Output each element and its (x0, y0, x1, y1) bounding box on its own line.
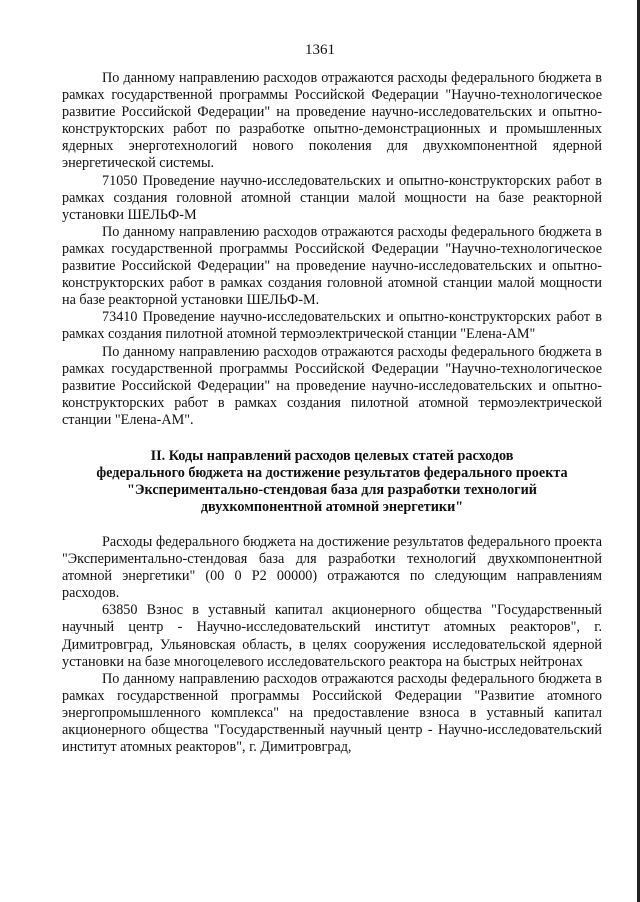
section-heading-line-1: II. Коды направлений расходов целевых статей расходов (150, 447, 514, 464)
paragraph-code-63850: 63850 Взнос в уставный капитал акционерного общества "Государственный научный центр - Научно-исследовательский институт атомных реакторов", г. Димитровград, Ульяновская область, в целях сооружения исследовательской ядерной установки на базе многоцелевого исследовательского реактора на быстрых нейтронах (62, 602, 602, 670)
section-heading (62, 448, 602, 516)
section-heading-line-2: федерального бюджета на достижение результатов федерального проекта (96, 464, 568, 481)
paragraph-code-73410: 73410 Проведение научно-исследовательских и опытно-конструкторских работ в рамках создания пилотной атомной термоэлектрической станции "Елена-АМ" (62, 309, 602, 343)
paragraph-funding-description-3: По данному направлению расходов отражаются расходы федерального бюджета в рамках государственной программы Российской Федерации "Научно-технологическое развитие Российской Федерации" на проведение научно-исследовательских и опытно-конструкторских работ в рамках создания пилотной атомной термоэлектрической станции "Елена-АМ". (62, 343, 602, 428)
page-number: 1361 (305, 42, 335, 58)
document-body (62, 70, 602, 756)
section-heading-line-4: двухкомпонентной атомной энергетики" (200, 498, 464, 515)
paragraph-funding-description-4: По данному направлению расходов отражаются расходы федерального бюджета в рамках государственной программы Российской Федерации "Развитие атомного энергопромышленного комплекса" на предоставление взноса в уставный капитал акционерного общества "Государственный научный центр - Научно-исследовательский институт атомных реакторов", г. Димитровград, (62, 670, 602, 756)
section-heading-line-3: "Экспериментально-стендовая база для разработки технологий (127, 481, 537, 498)
paragraph-funding-description-1: По данному направлению расходов отражаются расходы федерального бюджета в рамках государственной программы Российской Федерации "Научно-технологическое развитие Российской Федерации" на проведение научно-исследовательских и опытно-конструкторских работ по разработке опытно-демонстрационных и промышленных ядерных энерготехнологий нового поколения для двухкомпонентной ядерной энергетической системы. (62, 70, 602, 172)
paragraph-project-intro: Расходы федерального бюджета на достижение результатов федерального проекта "Экспериментально-стендовая база для разработки технологий двухкомпонентной атомной энергетики" (00 0 Р2 00000) отражаются по следующим направлениям расходов. (62, 533, 602, 602)
paragraph-code-71050: 71050 Проведение научно-исследовательских и опытно-конструкторских работ в рамках создания головной атомной станции малой мощности на базе реакторной установки ШЕЛЬФ-М (62, 172, 602, 223)
paragraph-funding-description-2: По данному направлению расходов отражаются расходы федерального бюджета в рамках государственной программы Российской Федерации "Научно-технологическое развитие Российской Федерации" на проведение научно-исследовательских и опытно-конструкторских работ в рамках создания головной атомной станции малой мощности на базе реакторной установки ШЕЛЬФ-М. (62, 223, 602, 309)
